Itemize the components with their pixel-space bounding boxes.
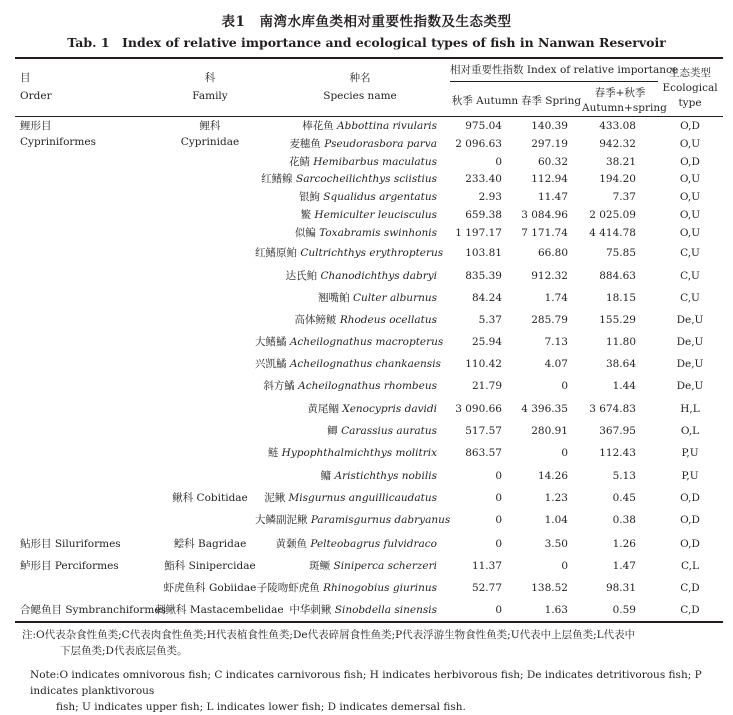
order-cell: 鲇形目 Siluriformes <box>20 538 121 550</box>
species-cell <box>255 137 437 151</box>
autumn-value: 0 <box>495 492 502 504</box>
family-cell: 鲿科 Bagridae <box>173 538 247 550</box>
species-name-cn: 中华刺鳅 <box>289 604 332 616</box>
both-value: 18.15 <box>605 292 636 304</box>
both-value: 3 674.83 <box>589 403 636 415</box>
both-value: 7.37 <box>612 191 636 203</box>
species-name-cn: 达氏鲌 <box>285 270 318 282</box>
species-name-cn: 子陵吻虾虎鱼 <box>256 582 320 594</box>
spring-value: 1.63 <box>544 604 568 616</box>
eco-type: De,U <box>676 380 704 392</box>
species-cell <box>255 190 437 204</box>
eco-type: De,U <box>676 336 704 348</box>
species-cell <box>255 469 437 483</box>
species-cell <box>255 172 437 186</box>
header-family-cn: 科 <box>204 72 216 84</box>
species-name-cn: 红鳍原鲌 <box>255 247 297 259</box>
both-value: 112.43 <box>599 447 636 459</box>
note-cn <box>22 627 722 659</box>
species-name-cn: 鲢 <box>267 447 279 459</box>
both-value: 2 025.09 <box>589 209 636 221</box>
eco-type: P,U <box>681 447 699 459</box>
both-value: 4 414.78 <box>589 227 636 239</box>
autumn-value: 659.38 <box>465 209 502 221</box>
spring-value: 297.19 <box>531 138 568 150</box>
both-value: 0.38 <box>612 514 636 526</box>
autumn-value: 835.39 <box>465 270 502 282</box>
both-value: 5.13 <box>612 470 636 482</box>
eco-type: O,D <box>680 120 700 132</box>
autumn-value: 21.79 <box>471 380 502 392</box>
species-name-cn: 鲫 <box>327 425 338 437</box>
both-value: 1.44 <box>612 380 636 392</box>
table-title-cn: 表1 南湾水库鱼类相对重要性指数及生态类型 <box>221 14 512 30</box>
eco-type: O,D <box>680 156 700 168</box>
species-name-cn: 鳙 <box>320 470 332 482</box>
table-title-en: Tab. 1 Index of relative importance and ecological types of fish in Nanwan Reservoir <box>67 35 666 50</box>
eco-type: O,L <box>680 425 700 437</box>
species-name-sci: Rhinogobius giurinus <box>323 582 437 594</box>
species-name-sci: Misgurnus anguillicaudatus <box>288 492 437 504</box>
autumn-value: 517.57 <box>465 425 502 437</box>
header-eco-en1: Ecological <box>662 82 718 94</box>
top-rule <box>15 57 723 59</box>
order-cell: 合鳃鱼目 Symbranchiformes <box>20 604 166 616</box>
species-cell <box>255 491 437 505</box>
spring-value: 7.13 <box>544 336 568 348</box>
species-name-sci: Rhodeus ocellatus <box>339 314 437 326</box>
species-name-cn: 斜方鱊 <box>263 380 295 392</box>
header-rule <box>15 116 723 117</box>
header-eco-cn: 生态类型 <box>669 67 711 79</box>
species-name-sci: Paramisgurnus dabryanus <box>310 514 451 526</box>
autumn-value: 233.40 <box>465 173 502 185</box>
both-value: 367.95 <box>599 425 636 437</box>
species-cell <box>255 603 437 617</box>
eco-type: O,U <box>679 227 701 239</box>
species-cell <box>255 379 437 393</box>
both-value: 155.29 <box>599 314 636 326</box>
spring-value: 285.79 <box>531 314 568 326</box>
spring-value: 1.74 <box>544 292 568 304</box>
note-en <box>30 667 730 715</box>
family-cell: 鮨科 Sinipercidae <box>164 560 256 572</box>
species-name-cn: 翘嘴鲌 <box>318 292 350 304</box>
eco-type: C,U <box>680 270 700 282</box>
species-cell <box>255 537 437 551</box>
species-name-cn: 鳘 <box>300 209 312 221</box>
autumn-value: 863.57 <box>465 447 502 459</box>
autumn-value: 11.37 <box>471 560 502 572</box>
species-name-sci: Hypophthalmichthys molitrix <box>281 447 437 459</box>
species-name-sci: Acheilognathus macropterus <box>289 336 444 348</box>
spring-value: 1.04 <box>544 514 568 526</box>
autumn-value: 975.04 <box>465 120 502 132</box>
species-name-cn: 高体鳑鲏 <box>294 314 337 326</box>
eco-type: C,L <box>681 560 699 572</box>
species-cell <box>255 291 437 305</box>
species-name-sci: Abbottina rivularis <box>337 120 437 132</box>
spring-value: 4 396.35 <box>521 403 568 415</box>
species-name-sci: Toxabramis swinhonis <box>319 227 437 239</box>
spring-value: 4.07 <box>544 358 568 370</box>
spring-value: 3.50 <box>544 538 568 550</box>
spring-value: 138.52 <box>531 582 568 594</box>
autumn-value: 103.81 <box>465 247 502 259</box>
note-en-line1: Note:O indicates omnivorous fish; C indicates carnivorous fish; H indicates herbivorous fish; De indicates detritivorous fish; P indicates planktivorous <box>30 669 702 697</box>
species-name-cn: 斑鳜 <box>309 560 331 572</box>
species-name-cn: 棒花鱼 <box>302 120 334 132</box>
spring-value: 112.94 <box>531 173 568 185</box>
autumn-value: 110.42 <box>465 358 502 370</box>
spring-value: 11.47 <box>537 191 568 203</box>
family-cell-en: Cyprinidae <box>180 136 240 148</box>
autumn-value: 1 197.17 <box>455 227 502 239</box>
species-name-sci: Sarcocheilichthys sciistius <box>296 173 437 185</box>
autumn-value: 52.77 <box>471 582 502 594</box>
eco-type: O,U <box>679 191 701 203</box>
autumn-value: 2 096.63 <box>455 138 502 150</box>
species-name-sci: Pelteobagrus fulvidraco <box>310 538 437 550</box>
species-name-sci: Acheilognathus chankaensis <box>289 358 441 370</box>
autumn-value: 2.93 <box>478 191 502 203</box>
species-name-sci: Pseudorasbora parva <box>324 138 437 150</box>
species-name-sci: Carassius auratus <box>341 425 437 437</box>
species-name-sci: Hemiculter leucisculus <box>314 209 437 221</box>
species-name-cn: 黄尾鲴 <box>307 403 339 415</box>
species-name-sci: Culter alburnus <box>353 292 437 304</box>
species-cell <box>255 335 444 349</box>
eco-type: C,U <box>680 292 700 304</box>
spring-value: 7 171.74 <box>521 227 568 239</box>
species-cell <box>255 513 451 527</box>
both-value: 75.85 <box>605 247 636 259</box>
note-en-line2: fish; U indicates upper fish; L indicates lower fish; D indicates demersal fish. <box>56 701 466 713</box>
species-cell <box>255 402 437 416</box>
bottom-rule <box>15 621 723 623</box>
header-species-en: Species name <box>323 90 397 102</box>
eco-type: O,D <box>680 514 700 526</box>
header-iri: 相对重要性指数 Index of relative importance <box>450 64 679 76</box>
species-name-cn: 兴凯鱊 <box>255 358 287 370</box>
both-value: 942.32 <box>599 138 636 150</box>
autumn-value: 0 <box>495 156 502 168</box>
order-cell-en: Cypriniformes <box>20 136 96 148</box>
order-cell: 鲤形目 <box>20 120 52 132</box>
species-name-sci: Xenocypris davidi <box>342 403 437 415</box>
family-cell: 刺鳅科 Mastacembelidae <box>155 604 284 616</box>
spring-value: 1.23 <box>544 492 568 504</box>
family-cell: 鲤科 <box>199 120 221 132</box>
spring-value: 912.32 <box>531 270 568 282</box>
autumn-value: 5.37 <box>478 314 502 326</box>
spring-value: 60.32 <box>537 156 568 168</box>
species-name-cn: 泥鳅 <box>264 492 286 504</box>
species-name-sci: Squalidus argentatus <box>323 191 437 203</box>
species-cell <box>255 357 441 371</box>
note-cn-line1: 注:O代表杂食性鱼类;C代表肉食性鱼类;H代表植食性鱼类;De代表碎屑食性鱼类;P代表浮游生物食性鱼类;U代表中上层鱼类;L代表中 <box>22 629 636 641</box>
autumn-value: 0 <box>495 538 502 550</box>
header-order-en: Order <box>20 90 52 102</box>
species-cell <box>255 246 444 260</box>
eco-type: H,L <box>680 403 700 415</box>
both-value: 433.08 <box>599 120 636 132</box>
header-autumn: 秋季 Autumn <box>451 95 519 107</box>
species-name-cn: 花鲭 <box>288 156 310 168</box>
autumn-value: 0 <box>495 514 502 526</box>
species-name-sci: Sinobdella sinensis <box>334 604 437 616</box>
species-name-cn: 红鳍鳈 <box>261 173 293 185</box>
header-species-cn: 种名 <box>349 72 371 84</box>
species-name-sci: Hemibarbus maculatus <box>313 156 437 168</box>
species-cell <box>255 226 437 240</box>
spring-value: 14.26 <box>537 470 568 482</box>
both-value: 38.21 <box>605 156 636 168</box>
spring-value: 0 <box>561 560 568 572</box>
header-both-cn: 春季+秋季 <box>594 87 646 99</box>
iri-subrule <box>450 81 658 82</box>
species-name-cn: 大鳍鱊 <box>255 336 287 348</box>
eco-type: De,U <box>676 358 704 370</box>
header-order-cn: 目 <box>20 72 31 84</box>
spring-value: 3 084.96 <box>521 209 568 221</box>
eco-type: O,U <box>679 138 701 150</box>
species-name-sci: Aristichthys nobilis <box>334 470 437 482</box>
both-value: 0.59 <box>612 604 636 616</box>
autumn-value: 25.94 <box>471 336 502 348</box>
spring-value: 280.91 <box>531 425 568 437</box>
eco-type: O,U <box>679 209 701 221</box>
species-name-cn: 大鳞副泥鳅 <box>255 514 308 526</box>
header-eco-en2: type <box>678 97 702 109</box>
both-value: 1.26 <box>612 538 636 550</box>
species-cell <box>255 119 437 133</box>
spring-value: 0 <box>561 380 568 392</box>
species-name-cn: 银鮈 <box>298 191 320 203</box>
spring-value: 66.80 <box>537 247 568 259</box>
both-value: 1.47 <box>612 560 636 572</box>
species-cell <box>255 446 437 460</box>
spring-value: 140.39 <box>531 120 568 132</box>
species-cell <box>255 269 437 283</box>
autumn-value: 0 <box>495 470 502 482</box>
species-name-cn: 黄颡鱼 <box>275 538 308 550</box>
species-name-sci: Chanodichthys dabryi <box>320 270 437 282</box>
both-value: 11.80 <box>605 336 636 348</box>
header-family-en: Family <box>192 90 228 102</box>
eco-type: C,U <box>680 247 700 259</box>
eco-type: O,D <box>680 538 700 550</box>
eco-type: De,U <box>676 314 704 326</box>
autumn-value: 3 090.66 <box>455 403 502 415</box>
both-value: 98.31 <box>605 582 636 594</box>
eco-type: O,U <box>679 173 701 185</box>
eco-type: C,D <box>680 582 700 594</box>
species-name-cn: 似鳊 <box>294 227 316 239</box>
species-cell <box>255 155 437 169</box>
note-cn-line2: 下层鱼类;D代表底层鱼类。 <box>60 645 188 657</box>
eco-type: P,U <box>681 470 699 482</box>
eco-type: C,D <box>680 604 700 616</box>
family-cell: 虾虎鱼科 Gobiidae <box>163 582 257 594</box>
both-value: 194.20 <box>599 173 636 185</box>
spring-value: 0 <box>561 447 568 459</box>
header-both-en: Autumn+spring <box>582 102 667 114</box>
species-cell <box>255 313 437 327</box>
autumn-value: 84.24 <box>471 292 502 304</box>
eco-type: O,D <box>680 492 700 504</box>
species-name-sci: Siniperca scherzeri <box>333 560 437 572</box>
species-cell <box>255 559 437 573</box>
species-name-cn: 麦穗鱼 <box>289 138 321 150</box>
both-value: 0.45 <box>612 492 636 504</box>
family-cell: 鳅科 Cobitidae <box>172 492 248 504</box>
species-cell <box>255 424 437 438</box>
both-value: 884.63 <box>599 270 636 282</box>
species-name-sci: Cultrichthys erythropterus <box>300 247 444 259</box>
species-cell <box>255 581 437 595</box>
header-spring: 春季 Spring <box>520 95 582 107</box>
both-value: 38.64 <box>605 358 636 370</box>
species-name-sci: Acheilognathus rhombeus <box>298 380 437 392</box>
autumn-value: 0 <box>495 604 502 616</box>
species-cell <box>255 208 437 222</box>
order-cell: 鲈形目 Perciformes <box>20 560 119 572</box>
